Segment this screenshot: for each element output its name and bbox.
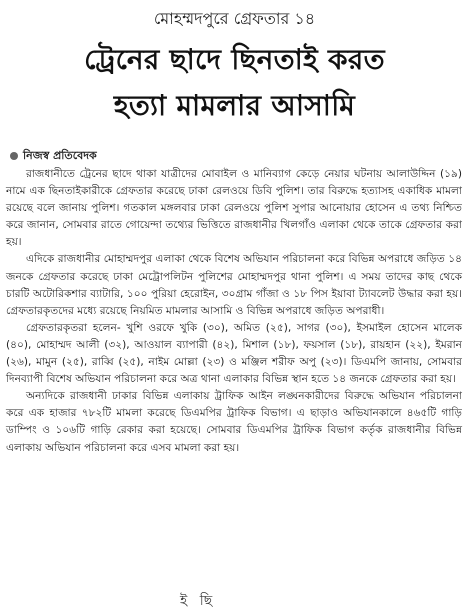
paragraph-3: গ্রেফতারকৃতরা হলেন- খুশি ওরফে খুকি (৩০), অমিত (২৫), সাগর (৩০), ইসমাইল হোসেন মালেক (৪০), মোহাম্মদ আলী (৩২), আওয়াল ব্যাপারী (৪২), মিশাল (১৮), ফয়সাল (১৮), রায়হান (২২), ইমরান (২৬), মামুন (২৫), রাব্বি (২৫), নাইম মোল্লা (২৩) ও মঞ্জিল শরীফ অপু (২৩)। ডিএমপি জানায়, সোমবার দিনব্যাপী বিশেষ অভিযান পরিচালনা করে অত্র থানা এলাকার বিভিন্ন স্থান হতে ১৪ জনকে গ্রেফতার করা হয়। bbox=[6, 321, 462, 386]
next-article-fragment: ই ছি bbox=[180, 593, 217, 607]
byline-text: নিজস্ব প্রতিবেদক bbox=[23, 148, 97, 162]
headline-line-1: ট্রেনের ছাদে ছিনতাই করত bbox=[84, 43, 385, 76]
headline-line-2: হত্যা মামলার আসামি bbox=[113, 89, 356, 122]
paragraph-4: অন্যদিকে রাজধানী ঢাকার বিভিন্ন এলাকায় ট্রাফিক আইন লঙ্ঘনকারীদের বিরুদ্ধে অভিযান পরিচালনা করে এক হাজার ৭৮২টি মামলা করেছে ডিএমপির ট্রাফিক বিভাগ। এ ছাড়াও অভিযানকালে ৪৬৫টি গাড়ি ডাম্পিং ও ১০৬টি গাড়ি রেকার করা হয়েছে। সোমবার ডিএমপির ট্রাফিক বিভাগ কর্তৃক রাজধানীর বিভিন্ন এলাকায় অভিযান পরিচালনা করে এসব মামলা করা হয়। bbox=[6, 390, 462, 454]
bullet-icon bbox=[10, 152, 18, 160]
kicker: মোহম্মদপুরে গ্রেফতার ১৪ bbox=[153, 9, 316, 28]
paragraph-1: রাজধানীতে ট্রেনের ছাদে থাকা যাত্রীদের মোবাইল ও মানিব্যাগ কেড়ে নেয়ার ঘটনায় আলাউদ্দিন (১৯) নামে এক ছিনতাইকারীকে গ্রেফতার করেছে ঢাকা রেলওয়ে ডিবি পুলিশ। তার বিরুদ্ধে হত্যাসহ একাধিক মামলা রয়েছে বলে জানায় পুলিশ। গতকাল মঙ্গলবার ঢাকা রেলওয়ে পুলিশ সুপার আনোয়ার হোসেন এ তথ্য নিশ্চিত করে জানান, সোমবার রাতে গোয়েন্দা তথ্যের ভিত্তিতে রাজধানীর খিলগাঁও এলাকা থেকে তাকে গ্রেফতার করা হয়। bbox=[6, 168, 462, 249]
byline bbox=[10, 148, 97, 164]
paragraph-2: এদিকে রাজধানীর মোহাম্মদপুর এলাকা থেকে বিশেষ অভিযান পরিচালনা করে বিভিন্ন অপরাধে জড়িত ১৪ জনকে গ্রেফতার করেছে ঢাকা মেট্রোপলিটন পুলিশের মোহাম্মদপুর থানা পুলিশ। এ সময় তাদের কাছ থেকে চারটি অটোরিকশার ব্যাটারি, ১০০ পুরিয়া হেরোইন, ৩০গ্রাম গাঁজা ও ১৮ পিস ইয়াবা ট্যাবলেট উদ্ধার করা হয়। গ্রেফতারকৃতদের মধ্যে রয়েছে নিয়মিত মামলার আসামি ও বিভিন্ন অপরাধে জড়িত অপরাধী। bbox=[6, 253, 462, 317]
article-body bbox=[6, 166, 462, 457]
